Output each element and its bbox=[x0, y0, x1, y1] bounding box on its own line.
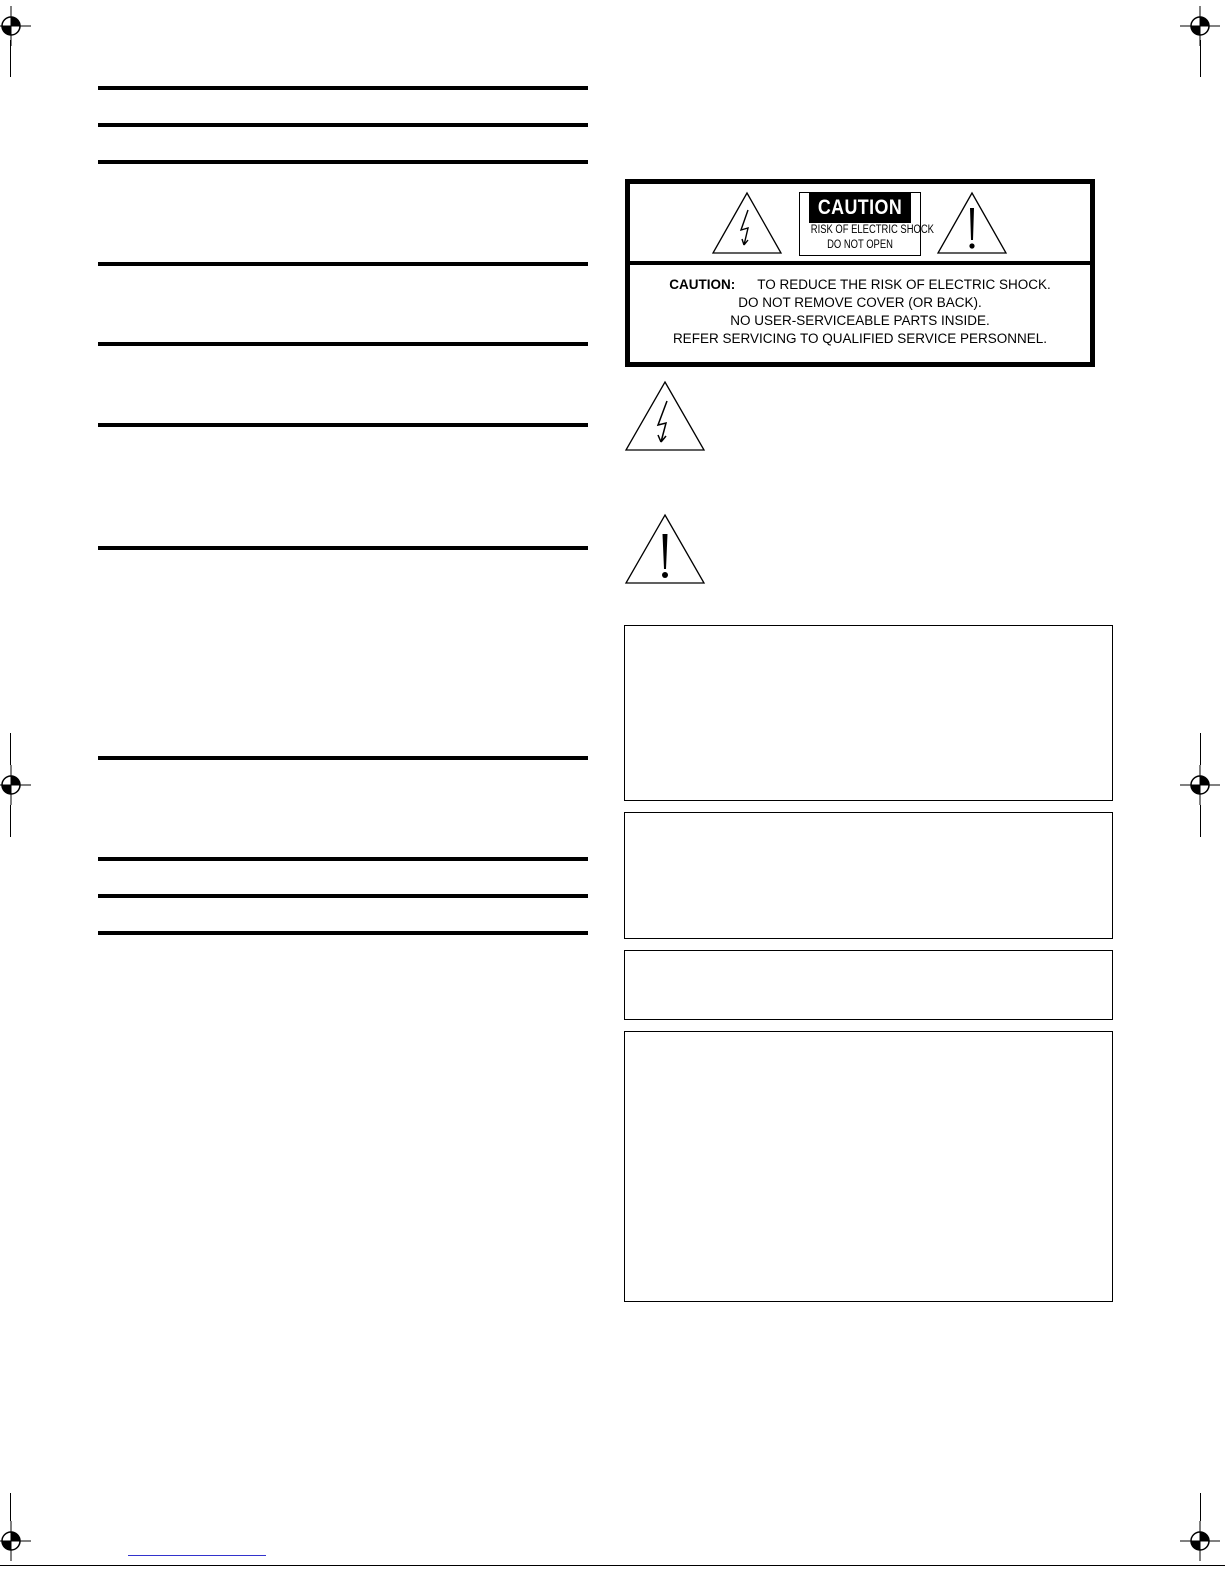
crop-line bbox=[1200, 805, 1201, 837]
section-rule bbox=[98, 86, 588, 90]
caution-lead: CAUTION: bbox=[669, 277, 736, 292]
section-rule bbox=[98, 931, 588, 935]
caution-label bbox=[625, 179, 1095, 367]
crop-line bbox=[10, 40, 11, 77]
caution-line: REFER SERVICING TO QUALIFIED SERVICE PERSONNEL. bbox=[672, 331, 1048, 346]
footer-link-underline[interactable] bbox=[128, 1555, 266, 1556]
crop-line bbox=[10, 1493, 11, 1521]
section-rule bbox=[98, 857, 588, 861]
caution-line: TO REDUCE THE RISK OF ELECTRIC SHOCK. bbox=[757, 277, 1051, 292]
section-rule bbox=[98, 423, 588, 427]
exclamation-triangle-icon bbox=[623, 512, 707, 586]
lightning-triangle-icon bbox=[623, 379, 707, 453]
page-bottom-rule bbox=[0, 1565, 1225, 1566]
section-rule bbox=[98, 756, 588, 760]
exclamation-triangle-icon bbox=[935, 190, 1009, 256]
registration-mark-icon bbox=[0, 765, 31, 805]
crop-line bbox=[1200, 1493, 1201, 1521]
caution-line: DO NOT REMOVE COVER (OR BACK). bbox=[738, 295, 982, 310]
section-rule bbox=[98, 894, 588, 898]
notice-box bbox=[624, 1031, 1113, 1302]
caution-text bbox=[630, 276, 1090, 348]
section-rule bbox=[98, 123, 588, 127]
registration-mark-icon bbox=[1180, 1521, 1220, 1561]
caution-divider bbox=[630, 261, 1090, 265]
notice-box bbox=[624, 625, 1113, 801]
caution-banner-line: RISK OF ELECTRIC SHOCK bbox=[810, 224, 934, 236]
registration-mark-icon bbox=[1180, 765, 1220, 805]
crop-line bbox=[1200, 40, 1201, 77]
section-rule bbox=[98, 160, 588, 164]
section-rule bbox=[98, 342, 588, 346]
caution-line: NO USER-SERVICEABLE PARTS INSIDE. bbox=[730, 313, 990, 328]
caution-banner bbox=[799, 192, 934, 256]
crop-line bbox=[1200, 733, 1201, 765]
section-rule bbox=[98, 262, 588, 266]
caution-banner-title: CAUTION bbox=[809, 193, 911, 223]
notice-box bbox=[624, 812, 1113, 939]
caution-banner-line: DO NOT OPEN bbox=[827, 239, 893, 251]
crop-line bbox=[10, 733, 11, 765]
notice-box bbox=[624, 950, 1113, 1020]
registration-mark-icon bbox=[0, 6, 31, 46]
lightning-triangle-icon bbox=[710, 190, 784, 256]
crop-line bbox=[10, 805, 11, 837]
registration-mark-icon bbox=[0, 1521, 31, 1561]
section-rule bbox=[98, 546, 588, 550]
